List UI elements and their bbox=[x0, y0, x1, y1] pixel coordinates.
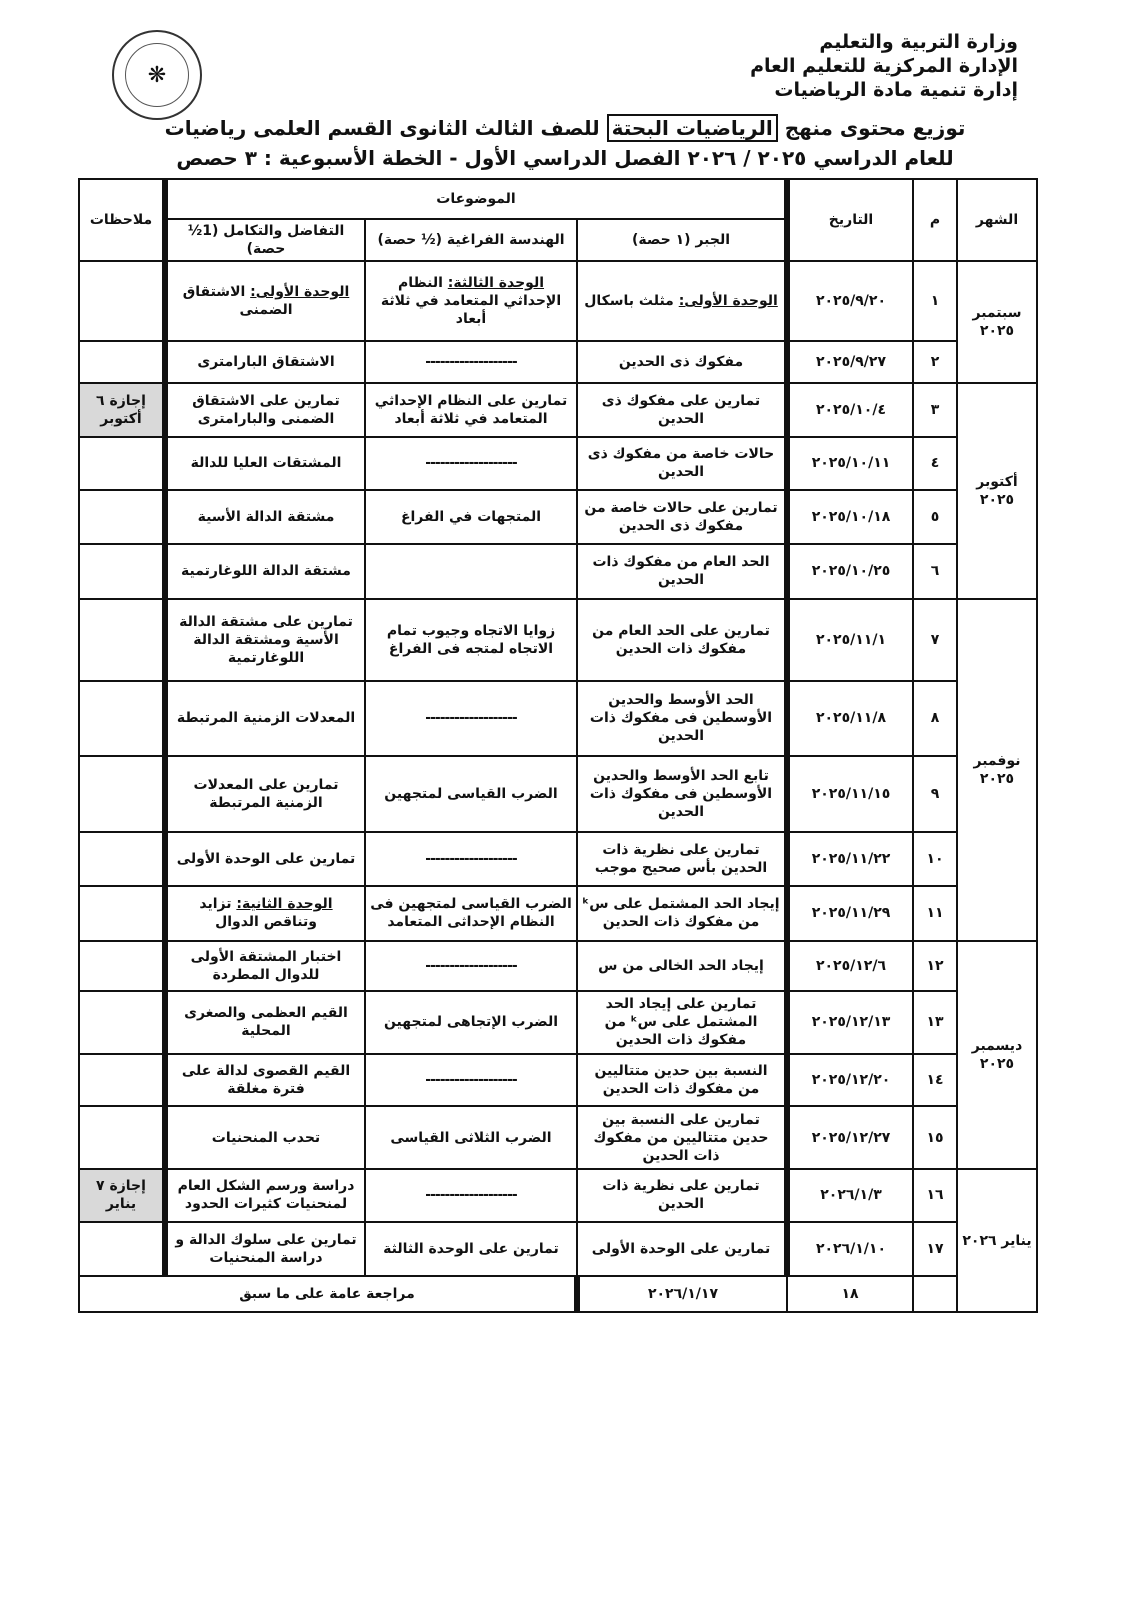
table-row bbox=[79, 1106, 1037, 1169]
row-date-text: ٢٠٢٥/١١/١ bbox=[815, 631, 887, 648]
row-date bbox=[787, 886, 913, 941]
row-number bbox=[913, 599, 957, 681]
row-date bbox=[787, 437, 913, 489]
table-row bbox=[79, 599, 1037, 681]
row-number-text: ٨ bbox=[930, 710, 940, 727]
geometry-topic bbox=[365, 941, 577, 991]
department-name: إدارة تنمية مادة الرياضيات bbox=[774, 79, 1018, 101]
notes-cell bbox=[79, 544, 165, 599]
calculus-topic bbox=[165, 1169, 365, 1221]
calculus-topic-text: القيم العظمى والصغرى المحلية bbox=[184, 1005, 348, 1040]
algebra-topic bbox=[577, 341, 787, 383]
row-date-text: ٢٠٢٥/٩/٢٧ bbox=[815, 353, 887, 370]
header-month: الشهر bbox=[957, 179, 1037, 261]
notes-cell bbox=[79, 1106, 165, 1169]
row-date-text: ٢٠٢٦/١/٣ bbox=[820, 1187, 882, 1204]
header-algebra: الجبر (١ حصة) bbox=[577, 219, 787, 261]
algebra-topic bbox=[577, 1222, 787, 1277]
row-date bbox=[787, 599, 913, 681]
algebra-topic bbox=[577, 941, 787, 991]
schedule-table bbox=[78, 178, 1038, 1313]
table-row bbox=[79, 1169, 1037, 1221]
algebra-topic bbox=[577, 832, 787, 887]
geometry-topic-text: الضرب القياسى لمتجهين bbox=[384, 785, 558, 802]
geometry-topic bbox=[365, 437, 577, 489]
row-date-text: ٢٠٢٥/١٠/٢٥ bbox=[811, 563, 891, 580]
ministry-seal-icon bbox=[112, 30, 202, 120]
row-date-text: ٢٠٢٥/١٠/١٨ bbox=[811, 508, 891, 525]
row-date-text: ٢٠٢٥/١١/٢٩ bbox=[811, 905, 891, 922]
table-row bbox=[79, 886, 1037, 941]
row-date-text: ٢٠٢٥/١٠/١١ bbox=[811, 455, 891, 472]
row-number bbox=[913, 437, 957, 489]
table-row bbox=[79, 261, 1037, 341]
geometry-topic bbox=[365, 886, 577, 941]
row-number bbox=[913, 1106, 957, 1169]
administration-name: الإدارة المركزية للتعليم العام bbox=[750, 55, 1018, 77]
month-cell bbox=[957, 261, 1037, 383]
header-geometry: الهندسة الفراغية (½ حصة) bbox=[365, 219, 577, 261]
calculus-topic-text: الاشتقاق البارامترى bbox=[197, 353, 335, 370]
algebra-topic bbox=[577, 261, 787, 341]
calculus-topic bbox=[165, 941, 365, 991]
row-number-text: ٥ bbox=[930, 508, 940, 525]
calculus-topic bbox=[165, 261, 365, 341]
row-number bbox=[913, 544, 957, 599]
header-date: التاريخ bbox=[787, 179, 913, 261]
calculus-topic bbox=[165, 544, 365, 599]
row-date bbox=[787, 1054, 913, 1106]
algebra-topic bbox=[577, 437, 787, 489]
row-number-text: ١٠ bbox=[926, 850, 944, 867]
algebra-topic-text: حالات خاصة من مفكوك ذى الحدين bbox=[587, 446, 775, 481]
table-row bbox=[79, 490, 1037, 545]
row-number-text: ٩ bbox=[930, 785, 940, 802]
algebra-topic bbox=[577, 544, 787, 599]
geometry-topic-text: الضرب الإتجاهى لمتجهين bbox=[383, 1014, 559, 1031]
row-number-text: ٧ bbox=[930, 631, 940, 648]
row-date-text: ٢٠٢٥/١٠/٤ bbox=[815, 401, 887, 418]
geometry-topic-text: الضرب القياسى لمتجهين فى النظام الإحداثى المتعامد bbox=[370, 896, 572, 931]
geometry-topic bbox=[365, 490, 577, 545]
algebra-topic-text: الحد الأوسط والحدين الأوسطين فى مفكوك ذات الحدين bbox=[589, 692, 773, 745]
algebra-topic bbox=[577, 490, 787, 545]
row-number bbox=[787, 1276, 913, 1312]
month-cell-text: نوفمبر ٢٠٢٥ bbox=[973, 752, 1021, 787]
algebra-topic bbox=[577, 599, 787, 681]
table-row bbox=[79, 1276, 1037, 1312]
unit-label: الوحدة الثانية: bbox=[236, 896, 333, 913]
algebra-topic bbox=[577, 681, 787, 757]
geometry-topic-text: ------------------- bbox=[425, 1072, 517, 1089]
calculus-topic bbox=[165, 886, 365, 941]
calculus-topic-text: تمارين على مشتقة الدالة الأسية ومشتقة الدالة اللوغارتمية bbox=[179, 613, 353, 666]
algebra-topic bbox=[577, 756, 787, 832]
algebra-topic bbox=[577, 1054, 787, 1106]
calculus-topic bbox=[165, 599, 365, 681]
row-number-text: ١٥ bbox=[926, 1129, 944, 1146]
algebra-topic bbox=[577, 886, 787, 941]
row-number-text: ١١ bbox=[926, 905, 944, 922]
calculus-topic bbox=[165, 1222, 365, 1277]
row-date bbox=[787, 383, 913, 438]
algebra-topic-text: تمارين على النسبة بين حدين متتاليين من مفكوك ذات الحدين bbox=[593, 1111, 769, 1164]
row-number bbox=[913, 991, 957, 1054]
geometry-topic bbox=[365, 544, 577, 599]
row-date-text: ٢٠٢٥/١٢/١٣ bbox=[811, 1014, 891, 1031]
unit-label: الوحدة الأولى: bbox=[250, 283, 350, 300]
unit-label: الوحدة الثالثة: bbox=[447, 274, 545, 291]
notes-cell bbox=[79, 1222, 165, 1277]
notes-cell-text: إجازة ٦ أكتوبر bbox=[96, 392, 146, 427]
calculus-topic-text: دراسة ورسم الشكل العام لمنحنيات كثيرات الحدود bbox=[177, 1178, 355, 1213]
row-number-text: ١٣ bbox=[926, 1014, 944, 1031]
algebra-topic bbox=[577, 991, 787, 1054]
calculus-topic bbox=[165, 756, 365, 832]
table-row bbox=[79, 832, 1037, 887]
month-cell-text: أكتوبر ٢٠٢٥ bbox=[976, 473, 1018, 508]
algebra-topic-text: تابع الحد الأوسط والحدين الأوسطين فى مفكوك ذات الحدين bbox=[589, 767, 773, 820]
row-date bbox=[787, 261, 913, 341]
notes-cell-text: إجازة ٧ يناير bbox=[96, 1178, 146, 1213]
geometry-topic-text: ------------------- bbox=[425, 455, 517, 472]
row-date bbox=[787, 490, 913, 545]
notes-cell bbox=[79, 341, 165, 383]
algebra-topic bbox=[577, 1106, 787, 1169]
calculus-topic bbox=[165, 437, 365, 489]
algebra-topic bbox=[577, 383, 787, 438]
geometry-topic bbox=[365, 1054, 577, 1106]
notes-cell bbox=[79, 681, 165, 757]
header-block bbox=[750, 30, 1018, 102]
notes-cell bbox=[79, 756, 165, 832]
geometry-topic bbox=[365, 599, 577, 681]
review-cell bbox=[79, 1276, 577, 1312]
month-cell-text: ديسمبر ٢٠٢٥ bbox=[971, 1037, 1023, 1072]
row-number-text: ٢ bbox=[930, 353, 940, 370]
table-row bbox=[79, 341, 1037, 383]
row-date bbox=[787, 832, 913, 887]
algebra-topic bbox=[577, 1169, 787, 1221]
calculus-topic bbox=[165, 490, 365, 545]
header-number: م bbox=[913, 179, 957, 261]
table-row bbox=[79, 383, 1037, 438]
notes-cell bbox=[79, 490, 165, 545]
geometry-topic-text: ------------------- bbox=[425, 353, 517, 370]
geometry-topic-text: تمارين على النظام الإحداثي المتعامد في ثلاثة أبعاد bbox=[374, 392, 568, 427]
notes-cell bbox=[79, 941, 165, 991]
row-number bbox=[913, 261, 957, 341]
row-number-text: ٤ bbox=[930, 455, 940, 472]
header-topics: الموضوعات bbox=[165, 179, 787, 219]
title-subject: الرياضيات البحتة bbox=[607, 114, 778, 142]
row-number-text: ١٧ bbox=[926, 1240, 944, 1257]
row-number bbox=[913, 941, 957, 991]
algebra-topic-text: تمارين على نظرية ذات الحدين bbox=[602, 1178, 760, 1213]
table-row bbox=[79, 437, 1037, 489]
table-row bbox=[79, 1054, 1037, 1106]
row-date-text: ٢٠٢٥/١٢/٦ bbox=[815, 957, 887, 974]
row-date bbox=[787, 1222, 913, 1277]
geometry-topic bbox=[365, 991, 577, 1054]
month-cell-text: سبتمبر ٢٠٢٥ bbox=[972, 304, 1022, 339]
row-date-text: ٢٠٢٥/١٢/٢٠ bbox=[811, 1072, 891, 1089]
calculus-topic-text: اختبار المشتقة الأولى للدوال المطردة bbox=[190, 948, 342, 983]
notes-cell bbox=[79, 599, 165, 681]
geometry-topic-text: النظام الإحداثي المتعامد في ثلاثة أبعاد bbox=[380, 274, 562, 327]
geometry-topic-text: ------------------- bbox=[425, 850, 517, 867]
row-date-text: ٢٠٢٥/٩/٢٠ bbox=[815, 292, 887, 309]
row-number bbox=[913, 1054, 957, 1106]
geometry-topic bbox=[365, 1222, 577, 1277]
title-prefix: توزيع محتوى منهج bbox=[784, 116, 966, 140]
geometry-topic bbox=[365, 1169, 577, 1221]
notes-cell bbox=[79, 991, 165, 1054]
month-cell bbox=[957, 383, 1037, 599]
notes-cell bbox=[79, 832, 165, 887]
geometry-topic bbox=[365, 383, 577, 438]
row-number bbox=[913, 681, 957, 757]
page-title bbox=[150, 116, 980, 140]
calculus-topic-text: المعدلات الزمنية المرتبطة bbox=[176, 710, 356, 727]
calculus-topic-text: مشتقة الدالة الأسية bbox=[197, 508, 335, 525]
row-date bbox=[787, 681, 913, 757]
month-cell-empty bbox=[913, 1276, 957, 1312]
notes-cell bbox=[79, 1054, 165, 1106]
row-date bbox=[787, 991, 913, 1054]
table-row bbox=[79, 756, 1037, 832]
geometry-topic bbox=[365, 1106, 577, 1169]
geometry-topic-text: المتجهات في الفراغ bbox=[400, 508, 542, 525]
calculus-topic-text: مشتقة الدالة اللوغارتمية bbox=[181, 563, 351, 580]
header-notes: ملاحظات bbox=[79, 179, 165, 261]
algebra-topic-text: تمارين على الحد العام من مفكوك ذات الحدين bbox=[592, 622, 770, 657]
row-date bbox=[787, 756, 913, 832]
row-number bbox=[913, 886, 957, 941]
row-date-text: ٢٠٢٥/١١/١٥ bbox=[811, 785, 891, 802]
row-date bbox=[787, 941, 913, 991]
header-calculus: التفاضل والتكامل (1½ حصة) bbox=[165, 219, 365, 261]
row-date-text: ٢٠٢٥/١١/٨ bbox=[815, 710, 887, 727]
algebra-topic-text: النسبة بين حدين متتاليين من مفكوك ذات الحدين bbox=[594, 1063, 768, 1098]
table-row bbox=[79, 681, 1037, 757]
geometry-topic-text: ------------------- bbox=[425, 710, 517, 727]
calculus-topic-text: المشتقات العليا للدالة bbox=[190, 455, 342, 472]
month-cell bbox=[957, 941, 1037, 1170]
calculus-topic-text: تمارين على الوحدة الأولى bbox=[176, 850, 356, 867]
calculus-topic-text: تمارين على المعدلات الزمنية المرتبطة bbox=[193, 776, 339, 811]
notes-cell bbox=[79, 437, 165, 489]
row-number bbox=[913, 832, 957, 887]
row-date bbox=[577, 1276, 787, 1312]
row-date-text: ٢٠٢٦/١/١٧ bbox=[647, 1286, 719, 1303]
calculus-topic-text: الاشتقاق الضمنى bbox=[182, 283, 293, 318]
page-subtitle: للعام الدراسي ٢٠٢٥ / ٢٠٢٦ الفصل الدراسي الأول - الخطة الأسبوعية : ٣ حصص bbox=[176, 146, 954, 170]
review-cell-text: مراجعة عامة على ما سبق bbox=[239, 1286, 415, 1303]
algebra-topic-text: تمارين على نظرية ذات الحدين بأس صحيح موجب bbox=[594, 841, 768, 876]
row-number-text: ٣ bbox=[930, 401, 940, 418]
calculus-topic bbox=[165, 1054, 365, 1106]
month-cell bbox=[957, 1169, 1037, 1312]
row-date-text: ٢٠٢٥/١١/٢٢ bbox=[811, 850, 891, 867]
notes-cell bbox=[79, 383, 165, 438]
table-row bbox=[79, 941, 1037, 991]
calculus-topic-text: تحدب المنحنيات bbox=[211, 1129, 321, 1146]
ministry-name: وزارة التربية والتعليم bbox=[819, 31, 1018, 53]
geometry-topic bbox=[365, 756, 577, 832]
geometry-topic bbox=[365, 681, 577, 757]
title-suffix: للصف الثالث الثانوى القسم العلمى رياضيات bbox=[164, 116, 600, 140]
algebra-topic-text: تمارين على الوحدة الأولى bbox=[591, 1240, 771, 1257]
calculus-topic bbox=[165, 341, 365, 383]
geometry-topic-text: زوايا الاتجاه وجيوب تمام الاتجاه لمتجه فى الفراغ bbox=[386, 622, 556, 657]
algebra-topic-text: إيجاد الحد الخالى من س bbox=[598, 957, 764, 974]
row-number-text: ١٤ bbox=[926, 1072, 944, 1089]
algebra-topic-text: إيجاد الحد المشتمل على سᵏ من مفكوك ذات الحدين bbox=[582, 896, 780, 931]
notes-cell bbox=[79, 886, 165, 941]
calculus-topic-text: تمارين على الاشتقاق الضمنى والبارامترى bbox=[192, 392, 340, 427]
row-number bbox=[913, 383, 957, 438]
notes-cell bbox=[79, 1169, 165, 1221]
row-number-text: ١٦ bbox=[926, 1187, 944, 1204]
calculus-topic-text: تزايد وتناقص الدوال bbox=[199, 896, 317, 931]
row-number-text: ٦ bbox=[930, 563, 940, 580]
row-number-text: ١٢ bbox=[926, 957, 944, 974]
calculus-topic-text: القيم القصوى لدالة على فترة مغلقة bbox=[181, 1063, 351, 1098]
calculus-topic bbox=[165, 991, 365, 1054]
row-date-text: ٢٠٢٥/١٢/٢٧ bbox=[811, 1129, 891, 1146]
algebra-topic-text: مفكوك ذى الحدين bbox=[618, 353, 744, 370]
row-date bbox=[787, 341, 913, 383]
table-row bbox=[79, 544, 1037, 599]
algebra-topic-text: مثلث باسكال bbox=[584, 292, 674, 309]
algebra-topic-text: تمارين على إيجاد الحد المشتمل على سᵏ من مفكوك ذات الحدين bbox=[604, 996, 758, 1049]
row-date bbox=[787, 1106, 913, 1169]
calculus-topic bbox=[165, 681, 365, 757]
geometry-topic-text: ------------------- bbox=[425, 957, 517, 974]
row-date bbox=[787, 544, 913, 599]
algebra-topic-text: تمارين على مفكوك ذى الحدين bbox=[601, 392, 761, 427]
row-number bbox=[913, 490, 957, 545]
algebra-topic-text: تمارين على حالات خاصة من مفكوك ذى الحدين bbox=[584, 499, 778, 534]
calculus-topic bbox=[165, 383, 365, 438]
row-date-text: ٢٠٢٦/١/١٠ bbox=[815, 1240, 887, 1257]
calculus-topic-text: تمارين على سلوك الدالة و دراسة المنحنيات bbox=[175, 1231, 357, 1266]
table-row bbox=[79, 991, 1037, 1054]
notes-cell bbox=[79, 261, 165, 341]
geometry-topic-text: تمارين على الوحدة الثالثة bbox=[383, 1240, 559, 1257]
calculus-topic bbox=[165, 832, 365, 887]
table-row bbox=[79, 1222, 1037, 1277]
row-number-text: ١ bbox=[930, 292, 940, 309]
month-cell-text: يناير ٢٠٢٦ bbox=[962, 1232, 1032, 1249]
unit-label: الوحدة الأولى: bbox=[678, 292, 778, 309]
calculus-topic bbox=[165, 1106, 365, 1169]
algebra-topic-text: الحد العام من مفكوك ذات الحدين bbox=[592, 554, 770, 589]
geometry-topic-text: ------------------- bbox=[425, 1187, 517, 1204]
row-number bbox=[913, 1222, 957, 1277]
geometry-topic-text: الضرب الثلاثى القياسى bbox=[390, 1129, 552, 1146]
geometry-topic bbox=[365, 261, 577, 341]
geometry-topic bbox=[365, 341, 577, 383]
geometry-topic bbox=[365, 832, 577, 887]
row-number bbox=[913, 1169, 957, 1221]
eagle-emblem-icon: ❋ bbox=[125, 43, 189, 107]
row-number-text: ١٨ bbox=[841, 1286, 859, 1303]
row-number bbox=[913, 341, 957, 383]
row-number bbox=[913, 756, 957, 832]
month-cell bbox=[957, 599, 1037, 941]
row-date bbox=[787, 1169, 913, 1221]
